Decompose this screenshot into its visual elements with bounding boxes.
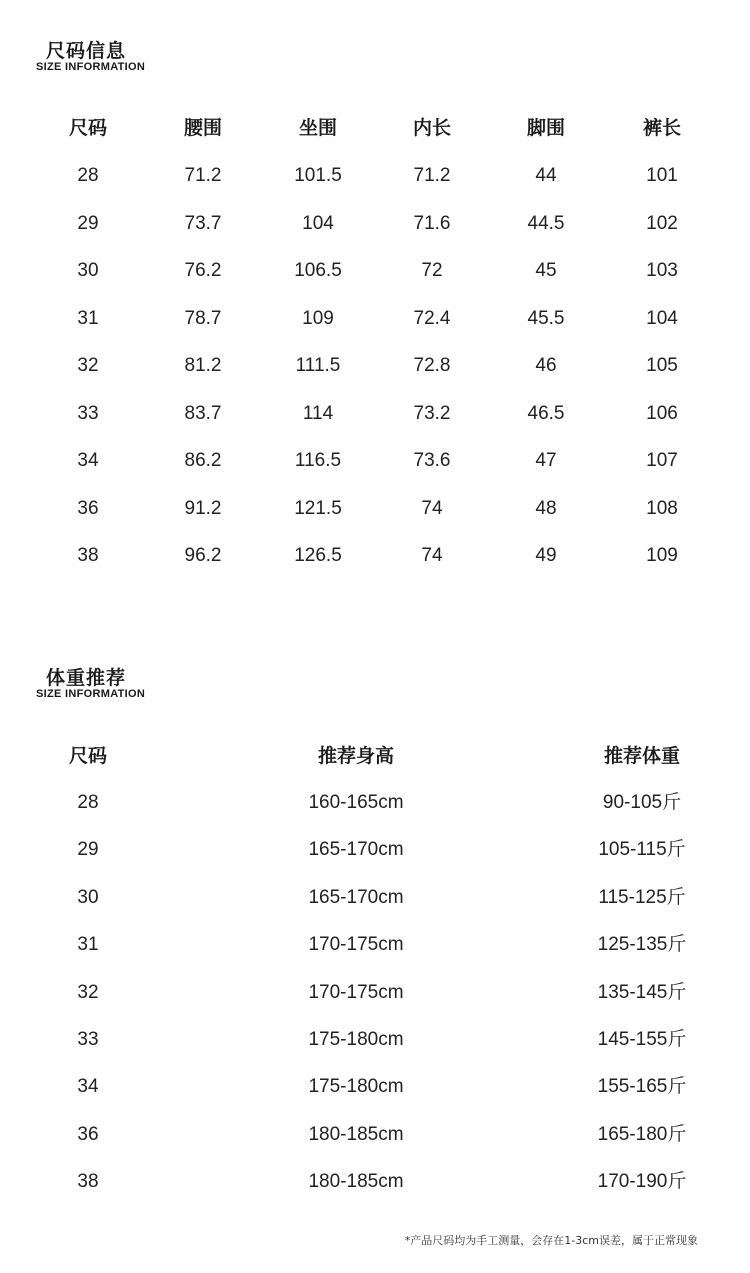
table-cell: 71.2 (413, 165, 451, 186)
column-header: 推荐身高 (317, 745, 395, 767)
table-row (0, 930, 750, 960)
table-row (0, 209, 750, 239)
column-header: 坐围 (298, 117, 338, 139)
table-cell: 170-175cm (308, 981, 404, 1003)
table-cell: 47 (535, 450, 557, 471)
table-cell: 111.5 (295, 355, 341, 376)
table-row (0, 978, 750, 1008)
column-header: 尺码 (68, 117, 108, 139)
table-cell: 31 (77, 934, 99, 956)
table-row (0, 883, 750, 913)
table-cell: 46.5 (527, 402, 565, 424)
table-cell: 76.2 (184, 260, 222, 281)
column-header: 腰围 (183, 117, 223, 139)
table-row (0, 835, 750, 865)
column-header: 裤长 (642, 117, 682, 139)
table-cell: 165-180斤 (597, 1123, 687, 1145)
table-cell: 72.8 (413, 355, 451, 376)
table-row (0, 256, 750, 286)
table-cell: 38 (77, 545, 99, 566)
table-cell: 109 (302, 307, 334, 329)
table-row (0, 1025, 750, 1055)
table-cell: 71.2 (184, 165, 222, 186)
table-row (0, 1120, 750, 1150)
table-header-row (0, 113, 750, 143)
table-cell: 96.2 (184, 545, 222, 566)
table-cell: 73.7 (184, 212, 222, 234)
table-cell: 30 (77, 886, 99, 908)
table-cell: 74 (421, 545, 443, 566)
size-section-title: 尺码信息 (46, 40, 127, 62)
table-row (0, 541, 750, 571)
table-cell: 83.7 (184, 402, 222, 424)
column-header: 内长 (412, 117, 452, 139)
table-cell: 180-185cm (308, 1171, 404, 1193)
table-cell: 86.2 (184, 450, 222, 471)
table-cell: 49 (535, 545, 557, 566)
table-cell: 155-165斤 (597, 1076, 687, 1098)
table-cell: 105-115斤 (598, 839, 686, 861)
table-cell: 46 (535, 355, 557, 376)
table-row (0, 351, 750, 381)
table-cell: 73.2 (413, 402, 451, 424)
table-cell: 121.5 (294, 497, 342, 519)
column-header: 脚围 (526, 117, 566, 139)
table-cell: 108 (646, 497, 678, 519)
table-cell: 107 (646, 450, 678, 471)
table-cell: 102 (646, 212, 678, 234)
table-cell: 126.5 (294, 545, 342, 566)
table-cell: 175-180cm (308, 1029, 404, 1050)
table-cell: 104 (646, 307, 678, 329)
table-cell: 165-170cm (308, 839, 404, 861)
table-cell: 72.4 (413, 307, 451, 329)
table-cell: 175-180cm (308, 1076, 404, 1098)
measurement-footnote: *产品尺码均为手工测量，会存在1-3cm误差，属于正常现象 (404, 1234, 698, 1247)
table-cell: 116.5 (294, 450, 342, 471)
table-cell: 81.2 (184, 355, 222, 376)
table-cell: 78.7 (184, 307, 222, 329)
table-cell: 73.6 (413, 450, 451, 471)
table-cell: 28 (77, 792, 99, 813)
table-cell: 32 (77, 981, 99, 1003)
table-cell: 36 (77, 497, 99, 519)
table-cell: 114 (302, 402, 334, 424)
table-cell: 160-165cm (308, 792, 404, 813)
table-cell: 72 (421, 260, 443, 281)
table-cell: 101.5 (294, 165, 342, 186)
column-header: 尺码 (68, 745, 108, 767)
table-cell: 145-155斤 (597, 1029, 687, 1050)
table-cell: 34 (77, 450, 99, 471)
table-cell: 44 (535, 165, 557, 186)
column-header: 推荐体重 (603, 745, 681, 767)
table-cell: 30 (77, 260, 99, 281)
table-cell: 31 (77, 307, 99, 329)
table-cell: 33 (77, 1029, 99, 1050)
table-cell: 45 (535, 260, 557, 281)
table-cell: 74 (421, 497, 443, 519)
table-cell: 36 (77, 1123, 99, 1145)
table-cell: 32 (77, 355, 99, 376)
table-cell: 71.6 (413, 212, 451, 234)
table-cell: 106 (646, 402, 678, 424)
table-row (0, 1167, 750, 1197)
table-cell: 170-190斤 (597, 1171, 687, 1193)
table-header-row (0, 741, 750, 771)
table-cell: 101 (646, 165, 678, 186)
table-cell: 34 (77, 1076, 99, 1098)
table-cell: 48 (535, 497, 557, 519)
table-cell: 38 (77, 1171, 99, 1193)
weight-section-title: 体重推荐 (46, 667, 127, 689)
table-cell: 165-170cm (308, 886, 404, 908)
table-cell: 91.2 (184, 497, 222, 519)
table-row (0, 304, 750, 334)
table-row (0, 1072, 750, 1102)
table-cell: 115-125斤 (598, 886, 686, 908)
table-cell: 170-175cm (308, 934, 404, 956)
table-row (0, 399, 750, 429)
table-cell: 44.5 (527, 212, 565, 234)
table-cell: 106.5 (294, 260, 342, 281)
table-cell: 29 (77, 839, 99, 861)
size-section-subtitle: SIZE INFORMATION (36, 61, 146, 73)
table-cell: 103 (646, 260, 678, 281)
table-cell: 135-145斤 (597, 981, 687, 1003)
table-cell: 104 (302, 212, 334, 234)
table-cell: 28 (77, 165, 99, 186)
table-cell: 125-135斤 (597, 934, 687, 956)
table-cell: 105 (646, 355, 678, 376)
table-cell: 180-185cm (308, 1123, 404, 1145)
table-row (0, 161, 750, 191)
table-cell: 45.5 (527, 307, 565, 329)
table-cell: 33 (77, 402, 99, 424)
table-row (0, 494, 750, 524)
table-cell: 29 (77, 212, 99, 234)
weight-section-subtitle: SIZE INFORMATION (36, 688, 146, 700)
table-cell: 90-105斤 (602, 792, 682, 813)
table-row (0, 446, 750, 476)
table-cell: 109 (646, 545, 678, 566)
table-row (0, 788, 750, 818)
